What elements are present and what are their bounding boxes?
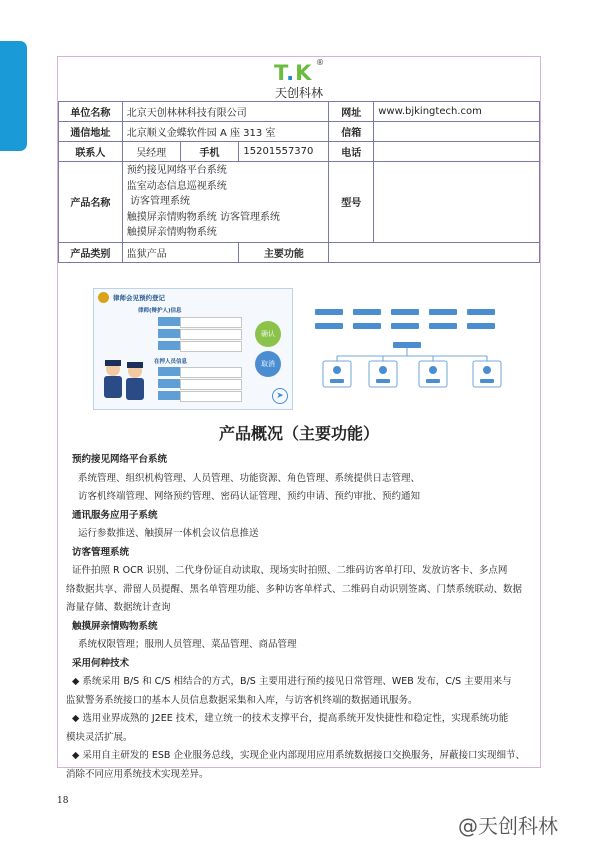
module-box (353, 309, 381, 315)
form-field (180, 341, 242, 352)
table-row (59, 102, 540, 122)
root-box (393, 342, 421, 348)
section-heading: 访客管理系统 (72, 546, 130, 558)
section-heading: 预约接见网络平台系统 (72, 454, 168, 465)
model-value (374, 162, 540, 243)
paragraph: 访客机终端管理、网络预约管理、密码认证管理、预约申请、预约审批、预约通知 (78, 491, 421, 502)
module-box (467, 323, 495, 329)
form-field-key (158, 329, 180, 338)
table-row (59, 242, 540, 262)
product-line: 访客管理系统 (126, 196, 190, 207)
user-icon (429, 366, 437, 374)
company-logo (58, 57, 540, 101)
paragraph: 系统管理、组织机构管理、人员管理、功能资源、角色管理、系统提供日志管理、 (78, 472, 421, 484)
table-row (59, 122, 540, 142)
form-field-key (158, 367, 180, 376)
paragraph: ◆ 选用业界成熟的 J2EE 技术，建立统一的技术支撑平台，提高系统开发快捷性和稳定性，实现系统功能 (66, 713, 509, 724)
confirm-button[interactable]: 确认 (255, 321, 281, 347)
form-field (180, 391, 242, 402)
phone-value (374, 142, 540, 162)
mobile-value: 15201557370 (239, 142, 329, 162)
unit-value: 北京天创林林科技有限公司 (122, 102, 329, 122)
product-overview-body (66, 451, 542, 784)
website-value: www.bjkingtech.com (374, 102, 540, 122)
paragraph: 监狱警务系统接口的基本人员信息数据采集和入库，与访客机终端的数据通讯服务。 (66, 694, 418, 706)
side-tab (0, 41, 27, 151)
product-line: 预约接见网络平台系统 (126, 165, 227, 176)
product-line: 监室动态信息巡视系统 (126, 180, 227, 192)
module-box (315, 323, 343, 329)
phone-label: 电话 (329, 142, 374, 162)
module-box (353, 323, 381, 329)
table-row (59, 142, 540, 162)
company-info-table (58, 101, 540, 263)
form-field-key (158, 341, 180, 350)
page-number: 18 (57, 796, 69, 806)
mobile-label: 手机 (180, 142, 239, 162)
system-architecture-diagram (313, 307, 505, 391)
form-field (180, 379, 242, 390)
product-line: 触摸屏亲情购物系统 访客管理系统 (126, 211, 280, 223)
section-heading: 采用何种技术 (72, 657, 130, 669)
document-frame (57, 56, 541, 780)
unit-label: 单位名称 (59, 102, 123, 122)
paragraph: ◆ 系统采用 B/S 和 C/S 相结合的方式，B/S 主要用进行预约接见日常管理、WEB 发布，C/S 主要用来与 (66, 676, 512, 687)
module-box (429, 323, 457, 329)
model-label: 型号 (329, 162, 374, 243)
lawyer-section-label: 律师(辩护人)信息 (138, 308, 182, 314)
product-line: 触摸屏亲情购物系统 (126, 227, 217, 238)
police-emblem-icon (98, 292, 109, 303)
form-field (180, 367, 242, 378)
paragraph: 络数据共享、滞留人员提醒、黑名单管理功能、多种访客单样式、二维码自动识别签离、门禁系统联动、数据 (66, 583, 523, 595)
paragraph: 证件拍照 R OCR 识别、二代身份证自动读取、现场实时拍照、二维码访客单打印、发放访客卡、多点网 (66, 565, 508, 576)
paragraph: 模块灵活扩展。 (66, 731, 133, 743)
paragraph: 消除不同应用系统技术实现差异。 (66, 768, 209, 780)
table-row (59, 162, 540, 243)
user-icon (483, 366, 491, 374)
function-label: 主要功能 (239, 242, 329, 262)
section-heading: 通讯服务应用子系统 (72, 509, 158, 521)
watermark: @天创科林 (458, 814, 558, 838)
module-box (429, 309, 457, 315)
form-field-key (158, 379, 180, 388)
section-title: 产品概况（主要功能） (218, 424, 379, 443)
website-label: 网址 (329, 102, 374, 122)
contact-label: 联系人 (59, 142, 123, 162)
product-label: 产品名称 (59, 162, 123, 243)
mailbox-label: 信箱 (329, 122, 374, 142)
form-field-key (158, 317, 180, 326)
logo-mark: T.K (274, 61, 313, 85)
paragraph: 海量存储、数据统计查询 (66, 602, 171, 613)
address-label: 通信地址 (59, 122, 123, 142)
appointment-screenshot (93, 288, 293, 410)
screenshot-title: 律师会见预约登记 (113, 294, 165, 302)
module-box (467, 309, 495, 315)
form-field-key (158, 391, 180, 400)
section-heading: 触摸屏亲情购物系统 (72, 620, 158, 632)
registered-mark: ® (316, 58, 324, 67)
logo-company-name: 天创科林 (274, 86, 323, 100)
paragraph: 运行参数推送、触摸屏一体机会议信息推送 (78, 528, 259, 539)
function-value (329, 242, 540, 262)
category-label: 产品类别 (59, 242, 123, 262)
inmate-section-label: 在押人员信息 (154, 359, 188, 365)
police-officers-illustration (99, 357, 153, 405)
paragraph: ◆ 采用自主研发的 ESB 企业服务总线，实现企业内部现用应用系统数据接口交换服务，屏蔽接口实现细节、 (66, 750, 525, 761)
form-field (180, 329, 242, 340)
form-field (180, 317, 242, 328)
category-value: 监狱产品 (122, 242, 239, 262)
user-icon (379, 366, 387, 374)
cancel-button[interactable]: 取消 (255, 351, 281, 377)
product-names (122, 162, 329, 243)
paragraph: 系统权限管理；服刑人员管理、菜品管理、商品管理 (78, 639, 297, 650)
address-value: 北京顺义金蝶软件园 A 座 313 室 (122, 122, 329, 142)
next-arrow-icon[interactable]: ➤ (272, 388, 288, 404)
module-box (391, 309, 419, 315)
contact-value: 吴经理 (122, 142, 180, 162)
module-box (391, 323, 419, 329)
module-box (315, 309, 343, 315)
mailbox-value (374, 122, 540, 142)
user-icon (333, 366, 341, 374)
